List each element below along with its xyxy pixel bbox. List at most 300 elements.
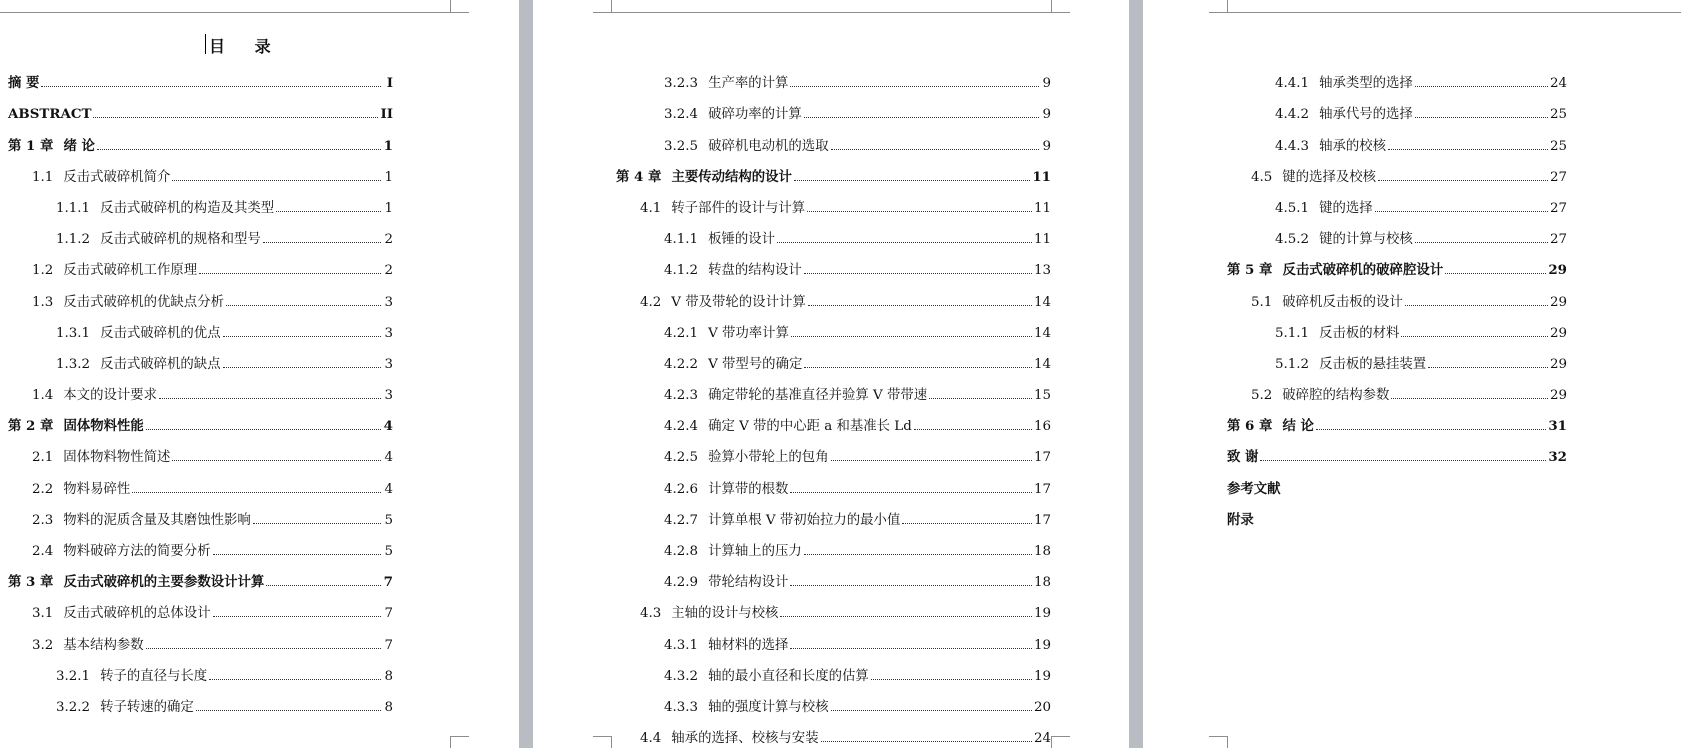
dot-leader [93, 117, 378, 118]
toc-entry-number: 4.1.2 [664, 263, 699, 279]
toc-entry-page-number: 11 [1033, 200, 1051, 216]
toc-entry-title: 破碎机反击板的设计 [1282, 294, 1403, 310]
toc-entry[interactable] [533, 590, 1129, 621]
toc-entry-page-number: 17 [1033, 512, 1051, 528]
toc-entry-number: 4.2.9 [664, 575, 699, 591]
dot-leader [914, 429, 1032, 430]
toc-entry-number: 4.5.2 [1275, 232, 1310, 248]
dot-leader [253, 523, 381, 524]
toc-entry-number: 1.1.1 [56, 200, 91, 216]
toc-entry-number: 5.2 [1251, 388, 1273, 404]
toc-entry-title: 附录 [1227, 511, 1254, 528]
toc-entry-page-number: 31 [1548, 418, 1567, 435]
toc-entry-page-number: 27 [1549, 200, 1567, 216]
dot-leader [1405, 305, 1548, 306]
toc-entry-number: 3.2.4 [664, 107, 699, 123]
toc-entry[interactable] [0, 590, 519, 621]
toc-entry[interactable] [1143, 91, 1681, 122]
toc-entry[interactable] [533, 465, 1129, 496]
toc-entry-number: 4.4.1 [1275, 76, 1310, 92]
toc-entry-page-number: 29 [1549, 325, 1567, 341]
dot-leader [804, 554, 1032, 555]
page-title: 目 录 [209, 37, 283, 56]
toc-entry-page-number: 4 [384, 450, 393, 466]
page-margin-line [611, 12, 1051, 13]
dot-leader [804, 117, 1039, 118]
toc-entry-title: 确定 V 带的中心距 a 和基准长 Ld [708, 419, 912, 435]
toc-entry-number: 1.4 [32, 388, 54, 404]
toc-entry-title: 轴的强度计算与校核 [708, 699, 829, 715]
toc-entry-title: 轴承代号的选择 [1319, 107, 1413, 123]
crop-mark [450, 0, 469, 13]
toc-entry[interactable] [1143, 310, 1681, 341]
dot-leader [1415, 86, 1548, 87]
toc-entry-page-number: 19 [1033, 606, 1051, 622]
page-gap [1129, 0, 1143, 748]
dot-leader [196, 710, 381, 711]
dot-leader [1375, 211, 1548, 212]
toc-entry[interactable] [0, 91, 519, 122]
dot-leader [790, 492, 1032, 493]
toc-entry-page-number: 5 [384, 512, 393, 528]
toc-entry-title: V 带功率计算 [708, 325, 789, 341]
toc-entry-page-number: 17 [1033, 450, 1051, 466]
toc-entry-title: ABSTRACT [8, 106, 92, 123]
dot-leader [821, 741, 1032, 742]
toc-entry-number: 2.2 [32, 481, 54, 497]
toc-entry-page-number: 29 [1548, 262, 1567, 279]
dot-leader [213, 554, 381, 555]
toc-entry[interactable] [0, 60, 519, 91]
dot-leader [804, 367, 1032, 368]
toc-entry-title: 反击式破碎机的缺点 [100, 356, 221, 372]
toc-entry-number: 4.5 [1251, 169, 1273, 185]
toc-entry-number: 2.3 [32, 512, 54, 528]
toc-entry[interactable] [0, 247, 519, 278]
page-margin-line [0, 12, 450, 13]
toc-entry-title: 验算小带轮上的包角 [708, 450, 829, 466]
toc-entry-number: 5.1.1 [1275, 325, 1310, 341]
toc-entry-title: 参考文献 [1227, 480, 1281, 497]
toc-entry-title: 键的选择 [1319, 200, 1373, 216]
toc-entry-page-number: 19 [1033, 668, 1051, 684]
dot-leader [266, 585, 381, 586]
crop-mark [593, 0, 612, 13]
toc-entry-page-number: 19 [1033, 637, 1051, 653]
toc-entry-title: 基本结构参数 [63, 637, 144, 653]
toc-entry[interactable] [0, 653, 519, 684]
dot-leader [1388, 149, 1548, 150]
dot-leader [213, 616, 381, 617]
toc-entry[interactable] [533, 497, 1129, 528]
dot-leader [172, 460, 381, 461]
dot-leader [871, 679, 1032, 680]
toc-entry-page-number: 25 [1549, 138, 1567, 154]
toc-entry-title: 主轴的设计与校核 [671, 606, 779, 622]
toc-entry-number: 3.2 [32, 637, 54, 653]
dot-leader [807, 211, 1032, 212]
toc-entry[interactable] [1143, 122, 1681, 153]
toc-entry-title: 反击式破碎机的构造及其类型 [100, 200, 275, 216]
toc-entry-page-number: 7 [384, 606, 393, 622]
dot-leader [902, 523, 1032, 524]
crop-mark [450, 736, 469, 748]
toc-entry-number: 1.3.1 [56, 325, 91, 341]
toc-entry[interactable] [533, 621, 1129, 652]
toc-entry[interactable] [0, 372, 519, 403]
toc-entry[interactable] [0, 528, 519, 559]
toc-entry-number: 4.2.3 [664, 388, 699, 404]
toc-entry-page-number: 11 [1033, 232, 1051, 248]
toc-entry-number: 1.3 [32, 294, 54, 310]
toc-entry-page-number: 1 [384, 169, 393, 185]
dot-leader [199, 273, 381, 274]
toc-entry-title: 致 谢 [1227, 449, 1259, 466]
toc-list [533, 60, 1129, 746]
dot-leader [223, 336, 381, 337]
toc-entry-number: 第 2 章 [8, 418, 54, 435]
toc-entry-number: 第 5 章 [1227, 262, 1273, 279]
toc-entry[interactable] [1143, 247, 1681, 278]
toc-entry-page-number: I [386, 75, 393, 92]
toc-entry-title: 轴的最小直径和长度的估算 [708, 668, 869, 684]
toc-entry-title: 破碎腔的结构参数 [1282, 388, 1390, 404]
dot-leader [804, 273, 1032, 274]
dot-leader [790, 86, 1039, 87]
toc-entry-page-number: 7 [384, 637, 393, 653]
toc-entry-page-number: 4 [384, 481, 393, 497]
dot-leader [790, 648, 1032, 649]
toc-entry[interactable] [1143, 185, 1681, 216]
toc-entry-page-number: 9 [1042, 76, 1051, 92]
toc-entry-number: 4.4 [640, 731, 662, 747]
toc-entry-number: 3.2.1 [56, 668, 91, 684]
dot-leader [794, 180, 1030, 181]
toc-entry-number: 4.1.1 [664, 232, 699, 248]
toc-entry-page-number: 9 [1042, 107, 1051, 123]
dot-leader [276, 211, 381, 212]
toc-entry-number: 4.3 [640, 606, 662, 622]
toc-entry[interactable] [1143, 372, 1681, 403]
toc-entry-page-number: 11 [1032, 168, 1051, 185]
toc-entry-title: 转盘的结构设计 [708, 263, 802, 279]
toc-entry-number: 4.2.8 [664, 544, 699, 559]
toc-entry-number: 4.2.1 [664, 325, 699, 341]
toc-entry-number: 第 6 章 [1227, 418, 1273, 435]
toc-entry-title: 计算单根 V 带初始拉力的最小值 [708, 512, 901, 528]
dot-leader [780, 616, 1032, 617]
toc-entry-title: 轴材料的选择 [708, 637, 789, 653]
toc-entry-number: 4.2.6 [664, 481, 699, 497]
dot-leader [1260, 460, 1546, 461]
dot-leader [1415, 242, 1548, 243]
toc-entry[interactable] [533, 216, 1129, 247]
toc-entry-number: 1.1 [32, 169, 54, 185]
toc-entry[interactable] [0, 434, 519, 465]
toc-entry-page-number: 18 [1033, 544, 1051, 559]
toc-entry-page-number: 24 [1033, 731, 1051, 747]
dot-leader [808, 305, 1032, 306]
toc-entry-page-number: 2 [384, 232, 393, 248]
toc-entry-page-number: 17 [1033, 481, 1051, 497]
toc-entry-title: 反击式破碎机的破碎腔设计 [1282, 262, 1444, 279]
toc-entry-number: 4.2.2 [664, 356, 699, 372]
toc-entry[interactable] [533, 185, 1129, 216]
dot-leader [41, 86, 381, 87]
toc-entry[interactable] [0, 154, 519, 185]
toc-entry-number: 第 4 章 [616, 168, 662, 185]
toc-entry[interactable] [1143, 60, 1681, 91]
toc-entry-number: 1.2 [32, 263, 54, 279]
toc-entry-number: 4.3.3 [664, 699, 699, 715]
toc-entry[interactable] [0, 341, 519, 372]
toc-entry-page-number: 32 [1548, 449, 1567, 466]
dot-leader [791, 336, 1032, 337]
toc-entry[interactable] [0, 403, 519, 434]
toc-entry-title: 物料破碎方法的简要分析 [63, 544, 211, 559]
toc-entry[interactable] [533, 247, 1129, 278]
dot-leader [1391, 398, 1548, 399]
toc-entry-page-number: 8 [384, 699, 393, 715]
toc-entry-page-number: 29 [1549, 356, 1567, 372]
toc-entry-number: 2.1 [32, 450, 54, 466]
toc-entry-page-number: 27 [1549, 169, 1567, 185]
toc-entry-page-number: 3 [384, 356, 393, 372]
toc-entry[interactable] [0, 216, 519, 247]
toc-entry-number: 4.1 [640, 200, 662, 216]
document-page-3[interactable] [1143, 0, 1681, 748]
toc-entry-page-number: 29 [1549, 388, 1567, 404]
dot-leader [159, 398, 381, 399]
toc-entry-title: V 带型号的确定 [708, 356, 803, 372]
toc-entry-title: 破碎功率的计算 [708, 107, 802, 123]
toc-entry-title: 转子部件的设计与计算 [671, 200, 806, 216]
toc-entry-title: 转子的直径与长度 [100, 668, 208, 684]
toc-entry[interactable] [1143, 341, 1681, 372]
toc-entry-page-number: 5 [384, 544, 393, 559]
toc-entry[interactable] [0, 310, 519, 341]
toc-entry-page-number: 24 [1549, 76, 1567, 92]
toc-entry[interactable] [533, 715, 1129, 746]
crop-mark [1209, 0, 1228, 13]
toc-entry-number: 4.5.1 [1275, 200, 1310, 216]
dot-leader [172, 180, 381, 181]
dot-leader [1428, 367, 1548, 368]
toc-entry-title: 反击式破碎机的优缺点分析 [63, 294, 224, 310]
toc-entry-title: 破碎机电动机的选取 [708, 138, 829, 154]
dot-leader [777, 242, 1032, 243]
toc-entry-title: 反击式破碎机的总体设计 [63, 606, 211, 622]
toc-entry-number: 4.2 [640, 294, 662, 310]
dot-leader [146, 429, 381, 430]
dot-leader [1378, 180, 1548, 181]
toc-entry-number: 1.3.2 [56, 356, 91, 372]
toc-entry-title: 固体物料物性简述 [63, 450, 171, 466]
toc-entry-title: 键的选择及校核 [1282, 169, 1377, 185]
toc-entry-page-number: 1 [384, 200, 393, 216]
dot-leader [132, 492, 381, 493]
toc-entry[interactable] [1143, 497, 1681, 528]
toc-entry[interactable] [533, 60, 1129, 91]
toc-entry-number: 第 1 章 [8, 137, 54, 154]
toc-entry[interactable] [0, 278, 519, 309]
dot-leader [929, 398, 1032, 399]
dot-leader [223, 367, 381, 368]
toc-entry-title: 摘 要 [8, 75, 40, 92]
toc-entry-page-number: 27 [1549, 232, 1567, 248]
toc-entry[interactable] [533, 372, 1129, 403]
toc-entry-number: 3.2.3 [664, 76, 699, 92]
toc-entry-number: 4.3.1 [664, 637, 699, 653]
toc-entry-title: 反击式破碎机的主要参数设计计算 [63, 574, 265, 591]
toc-entry-page-number: 14 [1033, 294, 1051, 310]
toc-entry-number: 4.4.3 [1275, 138, 1310, 154]
toc-entry-title: 确定带轮的基准直径并验算 V 带带速 [708, 388, 928, 404]
page-margin-line [1227, 12, 1681, 13]
toc-entry[interactable] [533, 559, 1129, 590]
toc-entry-number: 4.2.4 [664, 419, 699, 435]
dot-leader [831, 149, 1039, 150]
toc-entry-page-number: 7 [383, 574, 393, 591]
toc-entry[interactable] [533, 310, 1129, 341]
toc-entry-page-number: 2 [384, 263, 393, 279]
toc-list [1143, 60, 1681, 528]
toc-entry[interactable] [1143, 278, 1681, 309]
toc-entry-page-number: II [380, 106, 393, 123]
toc-entry-title: 计算带的根数 [708, 481, 789, 497]
toc-entry-title: 反击式破碎机简介 [63, 169, 171, 185]
toc-entry[interactable] [0, 465, 519, 496]
toc-entry[interactable] [533, 91, 1129, 122]
dot-leader [146, 648, 381, 649]
toc-entry-title: 生产率的计算 [708, 76, 789, 92]
text-cursor [205, 34, 206, 54]
toc-entry[interactable] [533, 528, 1129, 559]
toc-entry-number: 3.2.2 [56, 699, 91, 715]
dot-leader [1445, 273, 1546, 274]
toc-entry-page-number: 18 [1033, 575, 1051, 591]
toc-entry-title: 反击板的材料 [1319, 325, 1400, 341]
dot-leader [1415, 117, 1548, 118]
toc-entry-number: 4.2.5 [664, 450, 699, 466]
toc-entry-title: 板锤的设计 [708, 232, 776, 248]
toc-entry-page-number: 14 [1033, 325, 1051, 341]
document-page-1[interactable] [0, 0, 519, 748]
toc-entry[interactable] [533, 684, 1129, 715]
toc-entry-page-number: 1 [383, 137, 393, 154]
toc-entry[interactable] [533, 278, 1129, 309]
toc-entry-title: 带轮结构设计 [708, 575, 789, 591]
toc-entry-page-number: 3 [384, 325, 393, 341]
dot-leader [1316, 429, 1546, 430]
toc-entry[interactable] [0, 559, 519, 590]
toc-entry[interactable] [533, 154, 1129, 185]
toc-entry[interactable] [533, 403, 1129, 434]
toc-entry-number: 4.2.7 [664, 512, 699, 528]
dot-leader [97, 149, 381, 150]
toc-entry-page-number: 8 [384, 668, 393, 684]
toc-entry-title: 反击式破碎机工作原理 [63, 263, 198, 279]
toc-entry[interactable] [1143, 403, 1681, 434]
toc-entry-page-number: 15 [1033, 388, 1051, 404]
toc-entry-number: 3.2.5 [664, 138, 699, 154]
toc-entry-title: 轴承类型的选择 [1319, 76, 1413, 92]
toc-entry-page-number: 9 [1042, 138, 1051, 154]
toc-entry[interactable] [1143, 465, 1681, 496]
toc-entry-title: 反击式破碎机的规格和型号 [100, 232, 261, 248]
toc-entry[interactable] [533, 122, 1129, 153]
toc-entry-number: 5.1.2 [1275, 356, 1310, 372]
dot-leader [263, 242, 381, 243]
toc-entry[interactable] [1143, 434, 1681, 465]
toc-entry-page-number: 20 [1033, 699, 1051, 715]
toc-entry-title: 转子转速的确定 [100, 699, 194, 715]
toc-entry-page-number: 16 [1033, 419, 1051, 435]
toc-entry-number: 第 3 章 [8, 574, 54, 591]
dot-leader [209, 679, 381, 680]
document-page-2[interactable] [533, 0, 1129, 748]
dot-leader [226, 305, 381, 306]
toc-entry-title: 物料的泥质含量及其磨蚀性影响 [63, 512, 251, 528]
toc-entry-page-number: 29 [1549, 294, 1567, 310]
toc-entry-number: 4.4.2 [1275, 107, 1310, 123]
toc-entry-title: 键的计算与校核 [1319, 232, 1413, 248]
toc-entry[interactable] [0, 122, 519, 153]
toc-entry[interactable] [0, 621, 519, 652]
toc-entry[interactable] [0, 497, 519, 528]
toc-entry-page-number: 14 [1033, 356, 1051, 372]
toc-entry-title: 物料易碎性 [63, 481, 131, 497]
toc-list [0, 60, 519, 715]
toc-entry-title: V 带及带轮的设计计算 [671, 294, 806, 310]
toc-entry-page-number: 13 [1033, 263, 1051, 279]
toc-entry-title: 轴承的选择、校核与安装 [671, 731, 819, 747]
toc-entry-number: 4.3.2 [664, 668, 699, 684]
toc-entry-page-number: 3 [384, 294, 393, 310]
toc-entry-title: 计算轴上的压力 [708, 544, 802, 559]
toc-entry[interactable] [0, 684, 519, 715]
toc-entry-number: 5.1 [1251, 294, 1273, 310]
dot-leader [790, 585, 1032, 586]
crop-mark [1051, 0, 1070, 13]
toc-entry-title: 反击式破碎机的优点 [100, 325, 221, 341]
dot-leader [831, 710, 1032, 711]
toc-entry-number: 3.1 [32, 606, 54, 622]
page-gap [519, 0, 533, 748]
toc-entry-title: 绪 论 [63, 137, 95, 154]
crop-mark [1209, 736, 1228, 748]
toc-entry[interactable] [1143, 216, 1681, 247]
dot-leader [831, 460, 1032, 461]
toc-entry-page-number: 3 [384, 388, 393, 404]
toc-entry-number: 1.1.2 [56, 232, 91, 248]
toc-entry-page-number: 4 [383, 418, 393, 435]
toc-entry[interactable] [1143, 154, 1681, 185]
toc-entry-title: 主要传动结构的设计 [671, 168, 792, 185]
toc-entry-title: 本文的设计要求 [63, 388, 158, 404]
toc-entry-page-number: 25 [1549, 107, 1567, 123]
toc-entry-number: 2.4 [32, 544, 54, 559]
toc-entry-title: 结 论 [1282, 418, 1314, 435]
toc-entry[interactable] [533, 341, 1129, 372]
toc-entry[interactable] [533, 653, 1129, 684]
toc-entry[interactable] [533, 434, 1129, 465]
dot-leader [1401, 336, 1548, 337]
toc-entry[interactable] [0, 185, 519, 216]
toc-entry-title: 反击板的悬挂装置 [1319, 356, 1427, 372]
toc-entry-title: 固体物料性能 [63, 418, 144, 435]
toc-entry-title: 轴承的校核 [1319, 138, 1387, 154]
